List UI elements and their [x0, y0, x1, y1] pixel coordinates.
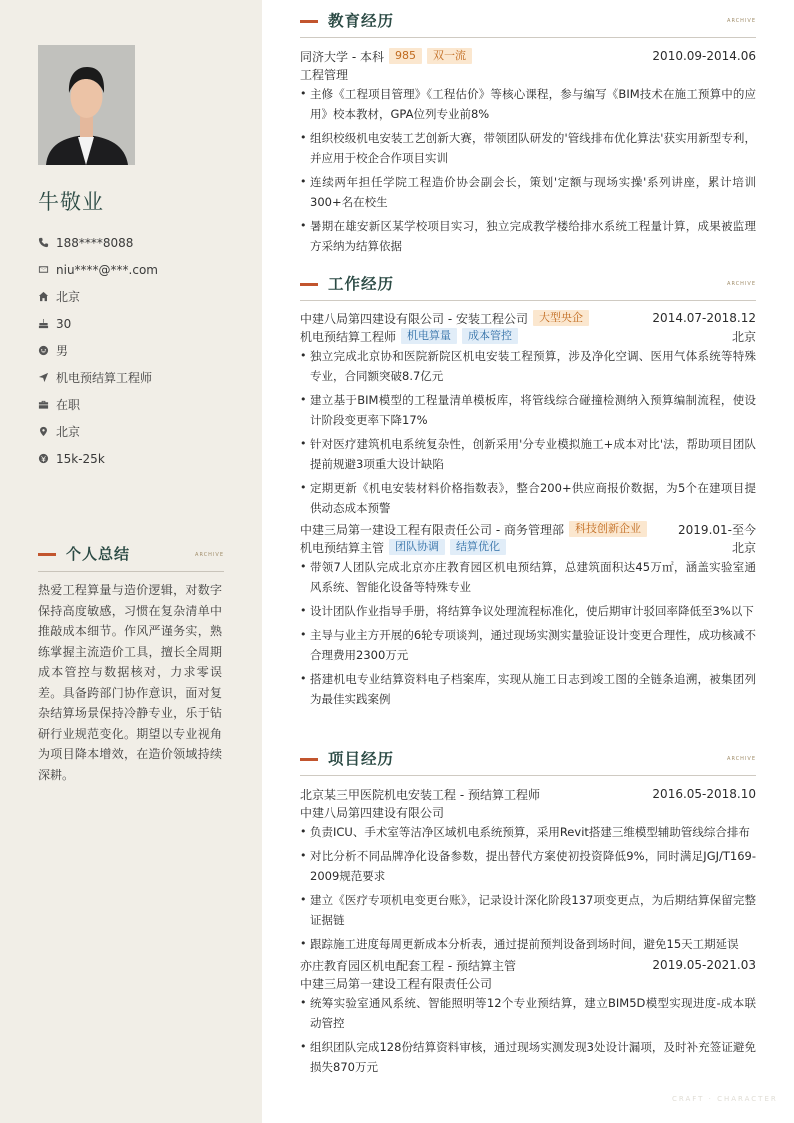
summary-text: 热爱工程算量与造价逻辑，对数字保持高度敏感，习惯在复杂清单中推敲成本细节。作风严谨务实，熟练掌握主流造价工具，擅长全周期成本管控与数据核对，力求零误差。具备跨部门协作意识，面对复杂结算场景保持冷静专业，乐于钻研行业规范变化。期望以专业视角为项目降本增效，在造价领域持续深耕。 — [38, 583, 222, 782]
email-text: niu****@***.com — [56, 262, 158, 277]
salary-icon — [38, 452, 56, 466]
job-city: 北京 — [731, 540, 756, 555]
profile-photo — [38, 45, 135, 165]
job-entry-line — [300, 309, 756, 327]
accent-bar — [300, 20, 318, 23]
watermark: CRAFT · CHARACTER — [672, 1095, 778, 1103]
location-pin-icon — [38, 425, 56, 439]
gender-text: 男 — [56, 344, 69, 358]
list-item: • 组织团队完成128份结算资料审核，通过现场实测发现3处设计漏项，及时补充签证避免损失870万元 — [300, 1037, 756, 1077]
accent-bar — [300, 758, 318, 761]
project-date: 2016.05-2018.10 — [652, 787, 756, 801]
archive-label: ARCHIVE — [727, 281, 756, 287]
project-entry-line — [300, 956, 756, 974]
projects-header — [300, 746, 756, 776]
phone-text: 188****8088 — [56, 235, 134, 250]
education-entry-line — [300, 47, 756, 65]
list-item: • 带领7人团队完成北京亦庄教育园区机电预结算，总建筑面积达45万㎡，涵盖实验室通风系统、智能化设备等特殊专业 — [300, 557, 756, 597]
role-tag: 结算优化 — [450, 539, 506, 555]
job-role: 机电预结算主管 — [300, 540, 385, 555]
archive-label: ARCHIVE — [727, 18, 756, 24]
work-section — [300, 271, 756, 713]
briefcase-icon — [38, 398, 56, 412]
company-tag: 大型央企 — [533, 310, 589, 326]
company-name: 中建三局第一建设工程有限责任公司 - 商务管理部 — [300, 522, 564, 537]
job-bullets — [300, 346, 756, 518]
list-item: • 独立完成北京协和医院新院区机电安装工程预算，涉及净化空调、医用气体系统等特殊专业，合同额突破8.7亿元 — [300, 346, 756, 386]
project-org: 中建三局第一建设工程有限责任公司 — [300, 976, 493, 991]
contact-info-list — [38, 229, 238, 472]
list-item: • 主导与业主方开展的6轮专项谈判，通过现场实测实量验证设计变更合理性，成功核减不合理费用2300万元 — [300, 625, 756, 665]
list-item: • 建立《医疗专项机电变更台账》，记录设计深化阶段137项变更点，为后期结算保留完整证据链 — [300, 890, 756, 930]
list-item: • 对比分析不同品牌净化设备参数，提出替代方案使初投资降低9%，同时满足JGJ/T169-2009规范要求 — [300, 846, 756, 886]
list-item: • 负责ICU、手术室等洁净区域机电系统预算，采用Revit搭建三维模型辅助管线综合排布 — [300, 822, 756, 842]
education-date: 2010.09-2014.06 — [652, 49, 756, 63]
list-item: • 定期更新《机电安装材料价格指数表》，整合200+供应商报价数据，为5个在建项目提供动态成本预警 — [300, 478, 756, 518]
cake-icon — [38, 317, 56, 331]
work-header — [300, 271, 756, 301]
work-title: 工作经历 — [328, 275, 395, 293]
list-item: • 组织校级机电安装工艺创新大赛，带领团队研发的'管线排布优化算法'获实用新型专利，并应用于校企合作项目实训 — [300, 128, 756, 168]
project-bullets — [300, 993, 756, 1077]
project-entry-line — [300, 785, 756, 803]
education-section — [300, 8, 756, 260]
list-item: • 设计团队作业指导手册，将结算争议处理流程标准化，使后期审计驳回率降低至3%以下 — [300, 601, 756, 621]
job-date: 2019.01-至今 — [678, 522, 756, 537]
info-salary — [38, 445, 238, 472]
project-org-line — [300, 803, 756, 821]
school-name: 同济大学 - 本科 — [300, 49, 384, 64]
info-phone — [38, 229, 238, 256]
list-item: • 跟踪施工进度每周更新成本分析表，通过提前预判设备到场时间，避免15天工期延误 — [300, 934, 756, 954]
list-item: • 搭建机电专业结算资料电子档案库，实现从施工日志到竣工图的全链条追溯，被集团列为最佳实践案例 — [300, 669, 756, 709]
mail-icon — [38, 263, 56, 277]
project-org-line — [300, 974, 756, 992]
job-role-line — [300, 327, 756, 345]
info-email — [38, 256, 238, 283]
education-bullets — [300, 84, 756, 256]
list-item: • 建立基于BIM模型的工程量清单模板库，将管线综合碰撞检测纳入预算编制流程，使设计阶段变更率下降17% — [300, 390, 756, 430]
role-tag: 成本管控 — [462, 328, 518, 344]
list-item: • 针对医疗建筑机电系统复杂性，创新采用'分专业模拟施工+成本对比'法，帮助项目团队提前规避3项重大设计缺陷 — [300, 434, 756, 474]
face-icon — [38, 344, 56, 358]
archive-label: ARCHIVE — [195, 552, 224, 558]
job-bullets — [300, 557, 756, 709]
school-tag: 985 — [389, 48, 422, 64]
salary-text: 15k-25k — [56, 451, 105, 466]
role-tag: 团队协调 — [389, 539, 445, 555]
project-date: 2019.05-2021.03 — [652, 958, 756, 972]
projects-section — [300, 746, 756, 1081]
sidebar — [0, 0, 262, 1123]
project-name: 北京某三甲医院机电安装工程 - 预结算工程师 — [300, 787, 540, 802]
job-entry-line — [300, 520, 756, 538]
home-icon — [38, 290, 56, 304]
info-status — [38, 391, 238, 418]
info-location — [38, 418, 238, 445]
role-tag: 机电算量 — [401, 328, 457, 344]
job-city: 北京 — [731, 329, 756, 344]
info-home — [38, 283, 238, 310]
education-title: 教育经历 — [328, 12, 395, 30]
position-text: 机电预结算工程师 — [56, 371, 153, 385]
job-date: 2014.07-2018.12 — [652, 311, 756, 325]
project-org: 中建八局第四建设有限公司 — [300, 805, 445, 820]
candidate-name: 牛敬业 — [38, 190, 104, 214]
company-tag: 科技创新企业 — [569, 521, 647, 537]
company-name: 中建八局第四建设有限公司 - 安装工程公司 — [300, 311, 528, 326]
archive-label: ARCHIVE — [727, 756, 756, 762]
project-bullets — [300, 822, 756, 954]
info-age — [38, 310, 238, 337]
job-role: 机电预结算工程师 — [300, 329, 397, 344]
list-item: • 统筹实验室通风系统、智能照明等12个专业预结算，建立BIM5D模型实现进度-成本联动管控 — [300, 993, 756, 1033]
send-icon — [38, 371, 56, 385]
education-header — [300, 8, 756, 38]
age-text: 30 — [56, 316, 72, 331]
home-text: 北京 — [56, 290, 81, 304]
info-position — [38, 364, 238, 391]
projects-title: 项目经历 — [328, 750, 395, 768]
job-role-line — [300, 538, 756, 556]
accent-bar — [300, 283, 318, 286]
summary-title: 个人总结 — [66, 545, 131, 563]
education-major — [300, 65, 756, 83]
list-item: • 暑期在雄安新区某学校项目实习，独立完成教学楼给排水系统工程量计算，成果被监理方采纳为结算依据 — [300, 216, 756, 256]
info-gender — [38, 337, 238, 364]
summary-header — [38, 544, 224, 572]
school-tag: 双一流 — [427, 48, 472, 64]
list-item: • 连续两年担任学院工程造价协会副会长，策划'定额与现场实操'系列讲座，累计培训300+名在校生 — [300, 172, 756, 212]
list-item: • 主修《工程项目管理》《工程估价》等核心课程，参与编写《BIM技术在施工预算中的应用》校本教材，GPA位列专业前8% — [300, 84, 756, 124]
phone-icon — [38, 236, 56, 250]
major-text: 工程管理 — [300, 67, 349, 82]
status-text: 在职 — [56, 398, 81, 412]
project-name: 亦庄教育园区机电配套工程 - 预结算主管 — [300, 958, 516, 973]
location-text: 北京 — [56, 425, 81, 439]
accent-bar — [38, 553, 56, 556]
